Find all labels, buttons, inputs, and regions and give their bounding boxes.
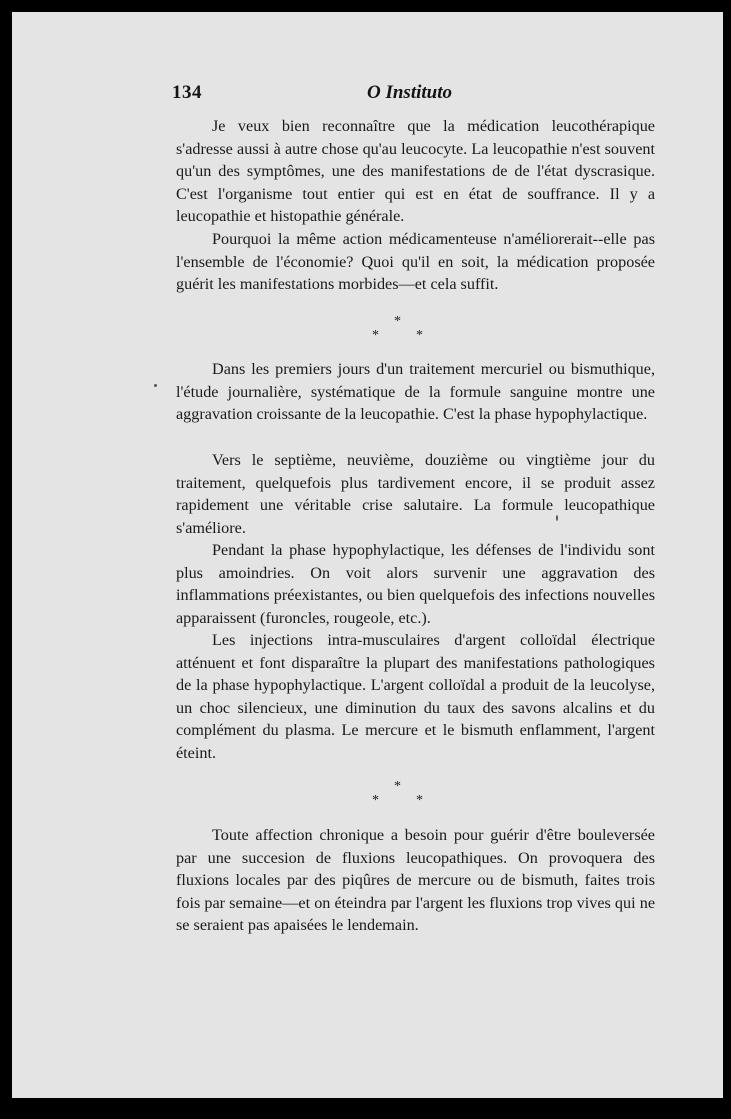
asterisk: * [416,793,423,808]
paragraph: Toute affection chronique a besoin pour guérir d'être bouleversée par une succesion de fluxions leucopathiques. On provoquera des fluxions locales par des piqûres de mercure ou de bismuth, faites trois fois par semaine—et on éteindra par l'argent les fluxions trop vives qui ne se seraient pas apaisées le lendemain. [176,826,655,934]
section-divider-asterism [372,780,428,810]
paper-speck [154,384,157,387]
paper-speck [556,515,558,521]
section-divider-asterism [372,315,428,345]
paragraph: Je veux bien reconnaître que la médication leucothérapique s'adresse aussi à autre chose qu'au leucocyte. La leucopathie n'est souvent qu'un des symptômes, une des manifestations de de l'état dyscrasique. C'est l'organisme tout entier qui est en état de souffrance. Il y a leucopathie et histopathie générale. [176,117,655,225]
book-page [12,12,723,1098]
paragraph: Les injections intra-musculaires d'argent colloïdal électrique atténuent et font disparaître la plupart des manifestations pathologiques de la phase hypophylactique. L'argent colloïdal a produit de la leucolyse, un choc silencieux, une diminution du taux des savons alcalins et du complément du plasma. Le mercure et le bismuth enflamment, l'argent éteint. [176,631,655,762]
paragraph: Dans les premiers jours d'un traitement mercuriel ou bismuthique, l'étude journalière, systématique de la formule sanguine montre une aggravation croissante de la leucopathie. C'est la phase hypophylactique. [176,360,655,423]
asterisk: * [372,793,379,808]
journal-title: O Instituto [367,82,453,103]
running-head [172,82,582,106]
asterisk: * [394,314,401,329]
paragraph: Pendant la phase hypophylactique, les défenses de l'individu sont plus amoindries. On voit alors survenir une aggravation des inflammations préexistantes, ou bien quelquefois des infections nouvelles apparaissent (furoncles, rougeole, etc.). [176,541,655,627]
paragraph: Vers le septième, neuvième, douzième ou vingtième jour du traitement, quelquefois plus tardivement encore, il se produit assez rapidement une véritable crise salutaire. La formule leucopathique s'améliore. [176,451,655,537]
asterisk: * [372,328,379,343]
asterisk: * [394,779,401,794]
paragraph: Pourquoi la même action médicamenteuse n'améliorerait--elle pas l'ensemble de l'économie? Quoi qu'il en soit, la médication proposée guérit les manifestations morbides—et cela suffit. [176,230,655,293]
asterisk: * [416,328,423,343]
page-number: 134 [172,82,202,103]
